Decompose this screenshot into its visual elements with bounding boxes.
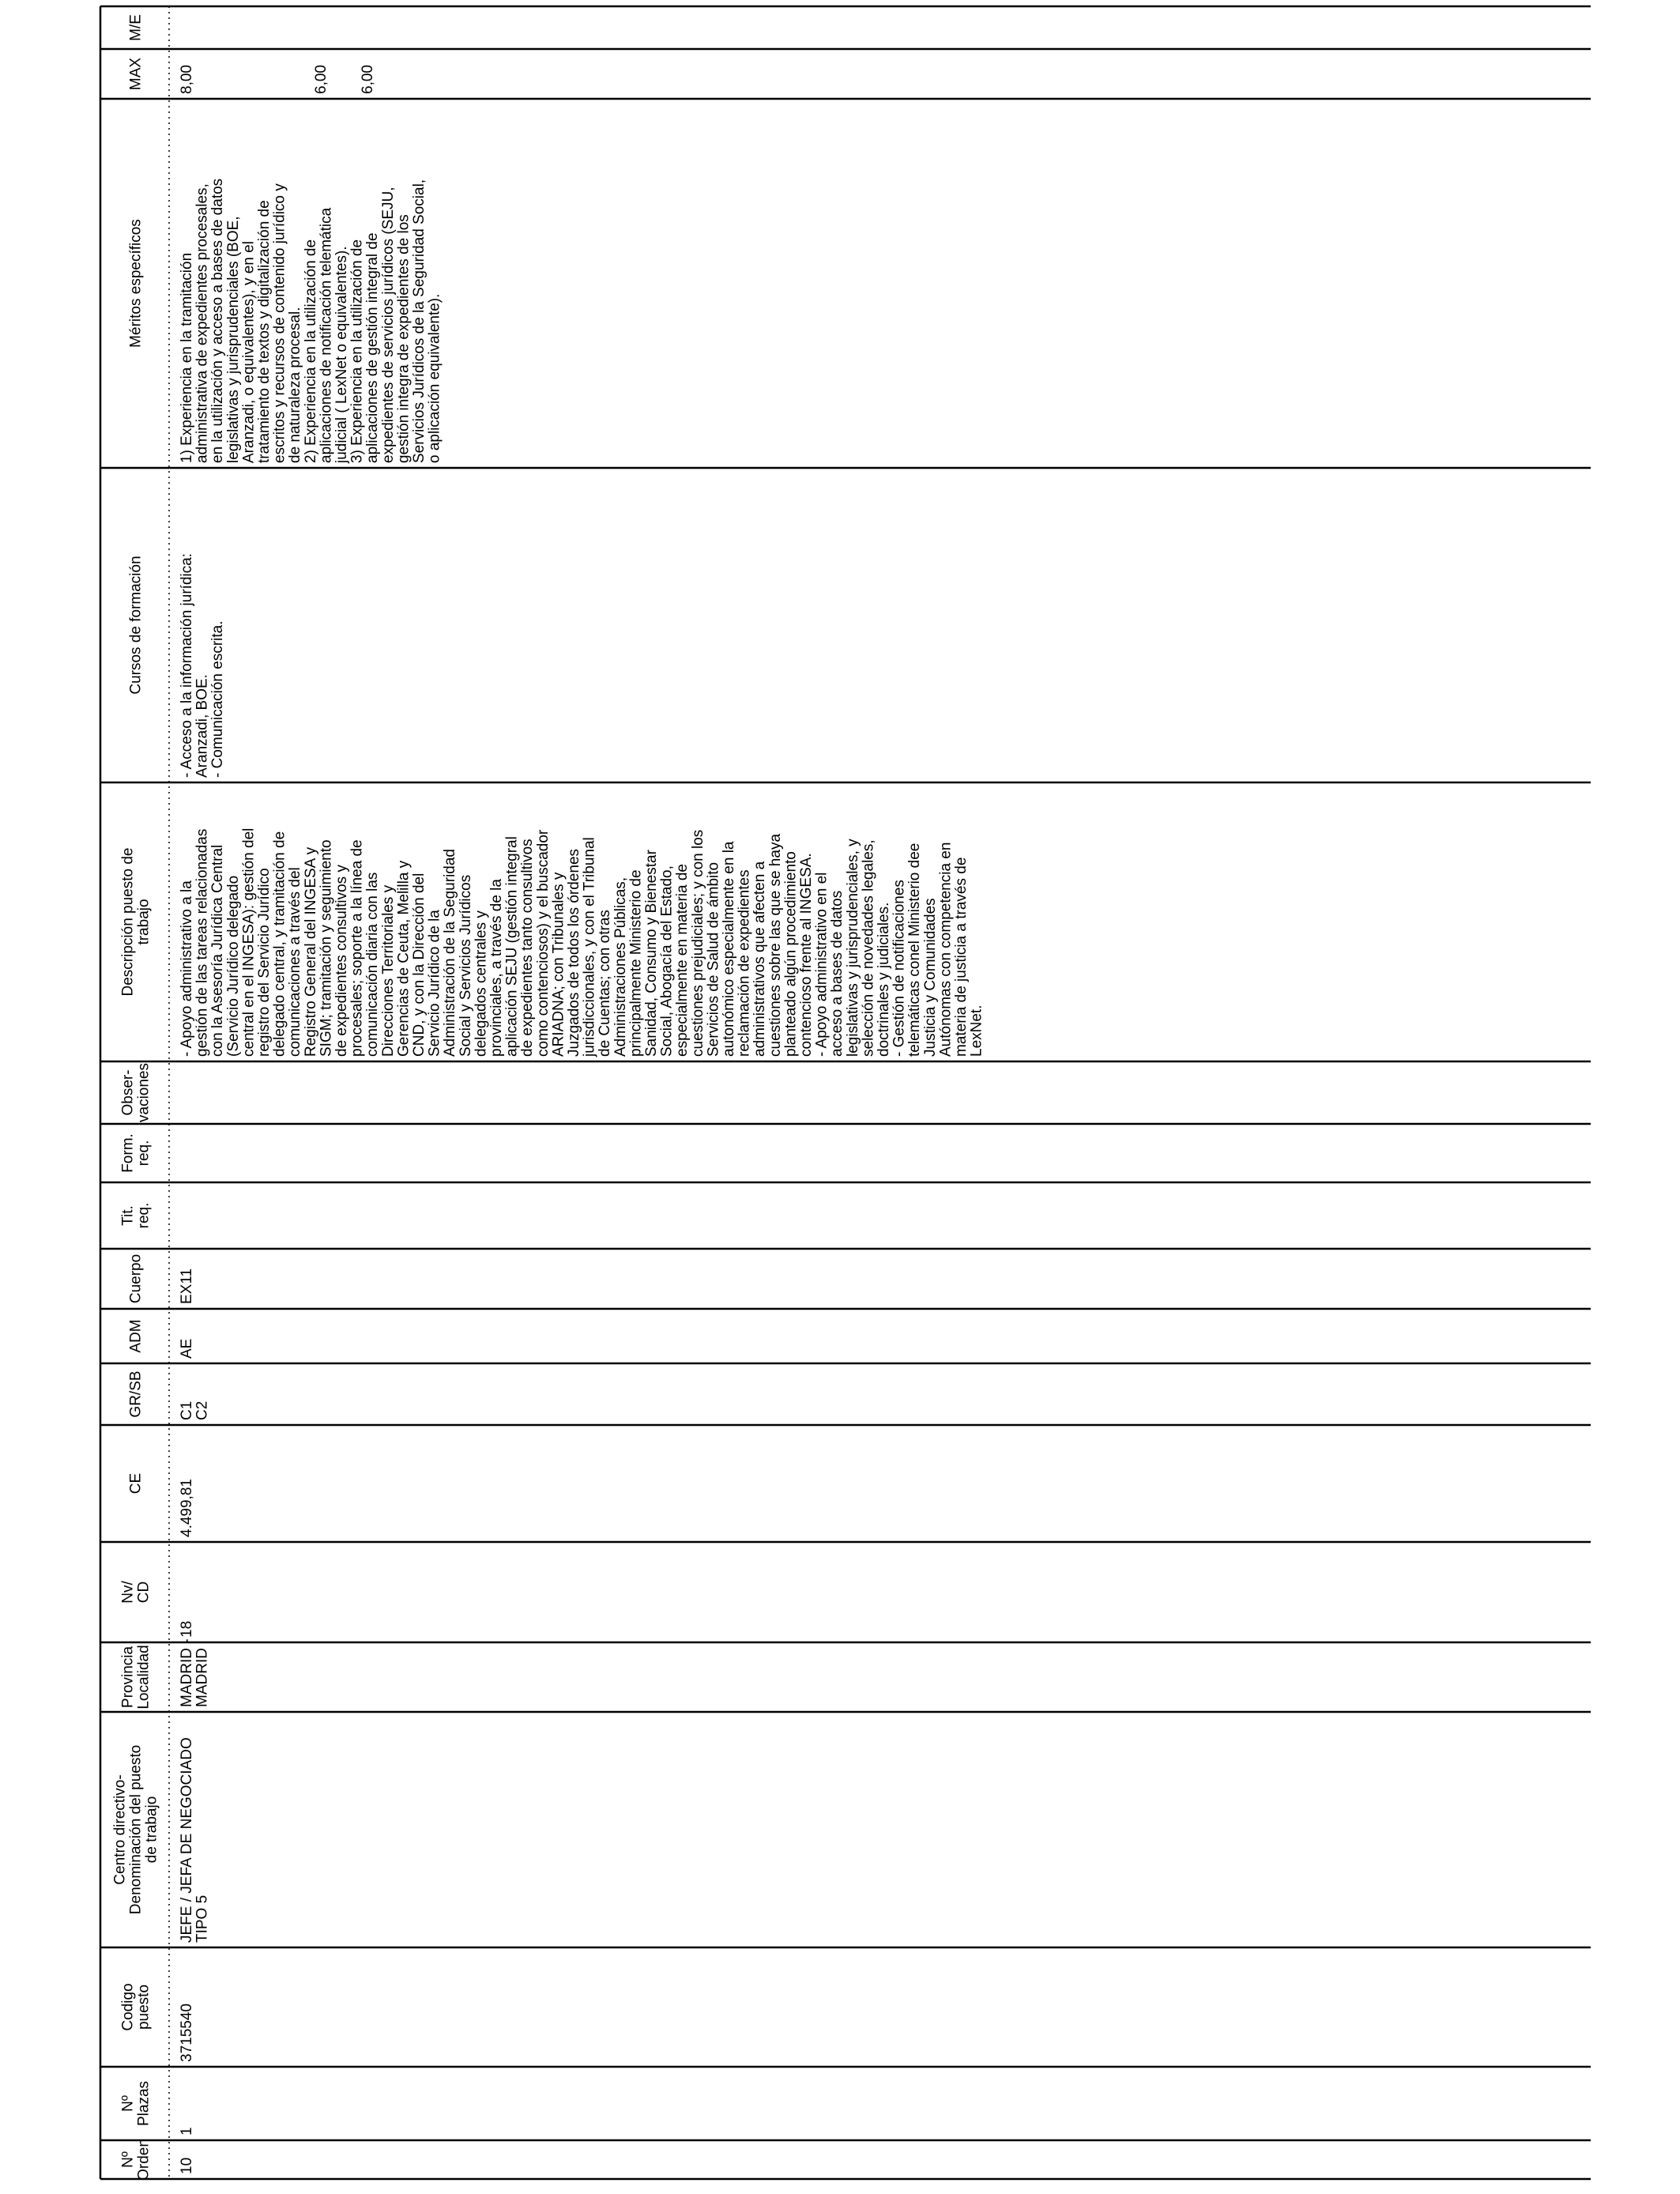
cell-descripcion-line: Sanidad, Consumo y Bienestar [643, 850, 660, 1057]
cell-centro [179, 1737, 211, 1943]
cell-orden-line: 10 [179, 2157, 195, 2174]
cell-adm [179, 1339, 195, 1359]
cell-descripcion-line: materia de justicia a través de [953, 857, 970, 1057]
cell-descripcion-line: planteado algún procedimiento [782, 851, 800, 1057]
cell-meritos-line: 2) Experiencia en la utilización de [302, 239, 319, 463]
header-codigo-line: puesto [135, 1984, 153, 2030]
cell-codigo [179, 2004, 195, 2062]
cell-nivel-line: 18 [179, 1620, 195, 1638]
cell-descripcion-line: Juzgados de todos los órdenes [566, 848, 582, 1057]
cell-descripcion-line: con la Asesoría Jurídica Central [209, 844, 227, 1057]
header-meritos-line: Méritos específicos [127, 219, 145, 348]
cell-descripcion-line: especialmente en materia de [674, 864, 691, 1057]
header-ce [128, 1473, 145, 1494]
cell-cursos-line: Aranzadi, BOE. [194, 674, 211, 778]
cell-descripcion-line: provinciales, a través de la [488, 879, 505, 1057]
header-grupo [128, 1370, 145, 1417]
header-adm-line: ADM [127, 1319, 145, 1353]
cell-ce-line: 4.499,81 [179, 1479, 195, 1537]
cell-descripcion-line: - Gestión de notificaciones [891, 880, 908, 1057]
cell-grupo-line: C2 [194, 1400, 211, 1420]
cell-descripcion-line: Administraciones Públicas, [612, 876, 629, 1057]
header-cursos [128, 556, 145, 694]
cell-nivel [179, 1621, 195, 1638]
cell-descripcion-line: aplicación SEJU (gestión integral [503, 836, 521, 1057]
cell-codigo-line: 3715540 [179, 2004, 195, 2062]
cell-descripcion-line: registro del Servicio Jurídico [256, 868, 273, 1057]
cell-meritos-line: legislativas y jurisprudenciales (BOE, [224, 216, 242, 463]
header-meritos [128, 219, 145, 348]
cell-centro-line: TIPO 5 [194, 1894, 211, 1943]
header-plazas-line: Nº [119, 2095, 137, 2112]
cell-descripcion-line: administrativos que afecten a [751, 861, 769, 1057]
header-cuerpo [128, 1254, 145, 1303]
cell-cursos-line: - Acceso a la información jurídica: [179, 552, 195, 778]
header-me [128, 14, 145, 41]
cell-descripcion-line: como contenciosos) y el buscador [534, 829, 552, 1057]
cell-descripcion-line: cuestiones sobre las que se haya [767, 833, 784, 1057]
cell-meritos-line: gestión integra de expedientes de los [395, 214, 412, 463]
cell-descripcion-line: selección de novedades legales, [860, 839, 877, 1057]
header-centro [112, 1745, 160, 1914]
header-descripcion [120, 848, 153, 997]
cell-meritos-line: tratamiento de textos y digitalización de [256, 200, 273, 463]
cell-descripcion-line: jurisdiccionales, y con el Tribunal [581, 837, 598, 1057]
header-adm [128, 1319, 145, 1352]
cell-meritos-line: aplicaciones de gestión integral de [364, 232, 382, 463]
header-ce-line: CE [127, 1472, 145, 1495]
cell-descripcion-line: Servicios de Salud de ámbito [705, 861, 722, 1057]
header-plazas [120, 2081, 153, 2126]
cell-descripcion-line: contencioso frente al INGESA. [798, 853, 815, 1057]
cell-descripcion-line: Justicia y Comunidades [921, 898, 939, 1057]
cell-meritos-line: 3) Experiencia en la utilización de [348, 239, 366, 463]
cell-descripcion-line: Registro General del INGESA y [302, 846, 319, 1057]
table-text [112, 14, 985, 2181]
header-descripcion-line: trabajo [135, 899, 153, 945]
header-codigo [120, 1983, 153, 2030]
cell-plazas-line: 1 [179, 2127, 195, 2136]
cell-meritos-line: en la utilización y acceso a bases de datos [209, 178, 227, 463]
cell-descripcion-line: Administración de la Seguridad [442, 849, 459, 1057]
cell-descripcion-line: gestión de las tareas relacionadas [194, 828, 211, 1057]
cell-descripcion-line: (Servicio Jurídico delegado [224, 875, 242, 1057]
cell-meritos-line: de naturaleza procesal. [287, 307, 304, 463]
header-titulacion-line: req. [135, 1202, 153, 1229]
cell-descripcion-line: legislativas y jurisprudenciales, y [844, 839, 861, 1057]
max-value: 6,00 [360, 65, 376, 94]
header-nivel [120, 1581, 153, 1604]
header-provincia-line: Localidad [135, 1645, 153, 1710]
cell-descripcion-line: CND, y con la Dirección del [411, 873, 428, 1057]
header-orden [120, 2139, 153, 2181]
cell-grupo [179, 1401, 211, 1420]
cell-meritos-line: Aranzadi, o equivalentes), y en el [240, 241, 258, 463]
cell-cursos [179, 553, 226, 778]
cell-descripcion-line: Direcciones Territoriales y [379, 884, 397, 1057]
cell-descripcion-line: de Cuentas; con otras [597, 910, 614, 1057]
header-nivel-line: Nv/ [119, 1581, 137, 1604]
header-centro-line: Denominación del puesto [127, 1744, 145, 1915]
header-grupo-line: GR/SB [127, 1370, 145, 1418]
cell-meritos-line: escritos y recursos de contenido jurídico y [271, 183, 288, 463]
header-descripcion-line: Descripción puesto de [119, 847, 137, 997]
cell-plazas [179, 2127, 195, 2136]
cell-provincia-line: MADRID [194, 1648, 211, 1707]
cell-descripcion-line: Gerencias de Ceuta, Melilla y [395, 860, 412, 1057]
cell-descripcion-line: Social, Abogacía del Estado, [658, 865, 676, 1057]
header-plazas-line: Plazas [135, 2080, 153, 2127]
cell-descripcion-line: Servicio Jurídico de la [426, 910, 443, 1057]
header-provincia [120, 1645, 153, 1709]
cell-descripcion-line: autonómico especialmente en la [721, 841, 737, 1057]
cell-descripcion-line: telemáticas conel Ministerio dee [906, 843, 924, 1057]
header-cuerpo-line: Cuerpo [127, 1253, 145, 1304]
header-formacion-line: Form. [119, 1133, 137, 1173]
cell-descripcion-line: comunicación diaria con las [364, 872, 382, 1057]
max-value: 8,00 [179, 65, 195, 94]
header-max-line: MAX [127, 57, 145, 91]
header-cursos-line: Cursos de formación [127, 556, 145, 695]
header-titulacion [120, 1203, 153, 1229]
cell-descripcion-line: acceso a bases de datos [829, 890, 846, 1057]
cell-adm-line: AE [179, 1338, 195, 1359]
cell-centro-line: JEFE / JEFA DE NEGOCIADO [179, 1737, 195, 1943]
header-formacion-line: req. [135, 1140, 153, 1167]
cell-descripcion-line: doctrinales y judiciales. [876, 902, 892, 1057]
cell-cuerpo-line: EX11 [179, 1268, 195, 1304]
cell-descripcion-line: comunicaciones a través del [287, 867, 304, 1057]
header-codigo-line: Codigo [119, 1983, 137, 2031]
max-value: 6,00 [313, 65, 330, 94]
header-provincia-line: Provincia [119, 1646, 137, 1709]
header-observaciones-line: vaciones [135, 1063, 153, 1122]
cell-descripcion-line: LexNet. [968, 1005, 985, 1057]
cell-meritos-line: 1) Experiencia en la tramitación [179, 252, 195, 463]
cell-descripcion [179, 828, 985, 1057]
header-nivel-line: CD [135, 1581, 153, 1604]
cell-meritos-line: o aplicación equivalente). [426, 293, 443, 463]
header-observaciones [120, 1063, 153, 1122]
cell-descripcion-line: principalmente Ministerio de [627, 869, 645, 1057]
cell-descripcion-line: procesales; soporte a la línea de [348, 839, 366, 1057]
header-titulacion-line: Tit. [119, 1205, 137, 1226]
cell-descripcion-line: central en el INGESA): gestión del [240, 827, 258, 1057]
cell-descripcion-line: reclamación de expedientes [736, 869, 753, 1057]
cell-descripcion-line: cuestiones prejudiciales; y con los [689, 829, 706, 1057]
header-max [128, 58, 145, 91]
cell-descripcion-line: - Apoyo administrativo en el [813, 872, 831, 1057]
cell-descripcion-line: ARIADNA; con Tribunales y [550, 872, 567, 1057]
cell-ce [179, 1479, 195, 1537]
cell-provincia-line: MADRID - [179, 1638, 195, 1707]
cell-meritos-line: administrativa de expedientes procesales, [194, 183, 211, 463]
header-centro-line: Centro directivo- [111, 1774, 129, 1885]
cell-descripcion-line: Autónomas con competencia en [937, 842, 955, 1057]
header-orden-line: Orden [135, 2139, 153, 2181]
cell-cuerpo [179, 1269, 195, 1304]
cell-meritos [179, 179, 443, 464]
cell-meritos-line: aplicaciones de notificación telemática [318, 207, 335, 463]
header-formacion [120, 1133, 153, 1173]
cell-descripcion-line: SIGM; tramitación y seguimiento [318, 839, 335, 1057]
header-observaciones-line: Obser- [119, 1069, 137, 1116]
cell-descripcion-line: delegado central, y tramitación de [271, 831, 288, 1057]
header-centro-line: de trabajo [143, 1796, 160, 1864]
cell-grupo-line: C1 [179, 1400, 195, 1420]
cell-descripcion-line: de expedientes tanto consultivos [519, 839, 537, 1057]
cell-meritos-line: judicial ( LexNet o equivalentes). [333, 246, 350, 463]
cell-provincia [179, 1638, 211, 1707]
cell-orden [179, 2158, 195, 2174]
cell-cursos-line: - Comunicación escrita. [209, 620, 227, 778]
cell-descripcion-line: Social y Servicios Jurídicos [457, 874, 474, 1057]
cell-descripcion-line: - Apoyo administrativo a la [179, 880, 195, 1057]
cell-meritos-line: expedientes de servicios jurídicos (SEJU, [379, 187, 397, 463]
cell-max [179, 65, 376, 94]
cell-descripcion-line: de expedientes consultivos y [333, 865, 350, 1057]
cell-meritos-line: Servicios Jurídicos de la Seguridad Social, [411, 179, 428, 463]
header-me-line: M/E [127, 14, 145, 41]
header-orden-line: Nº [119, 2151, 137, 2168]
cell-descripcion-line: delegados centrales y [473, 910, 490, 1057]
